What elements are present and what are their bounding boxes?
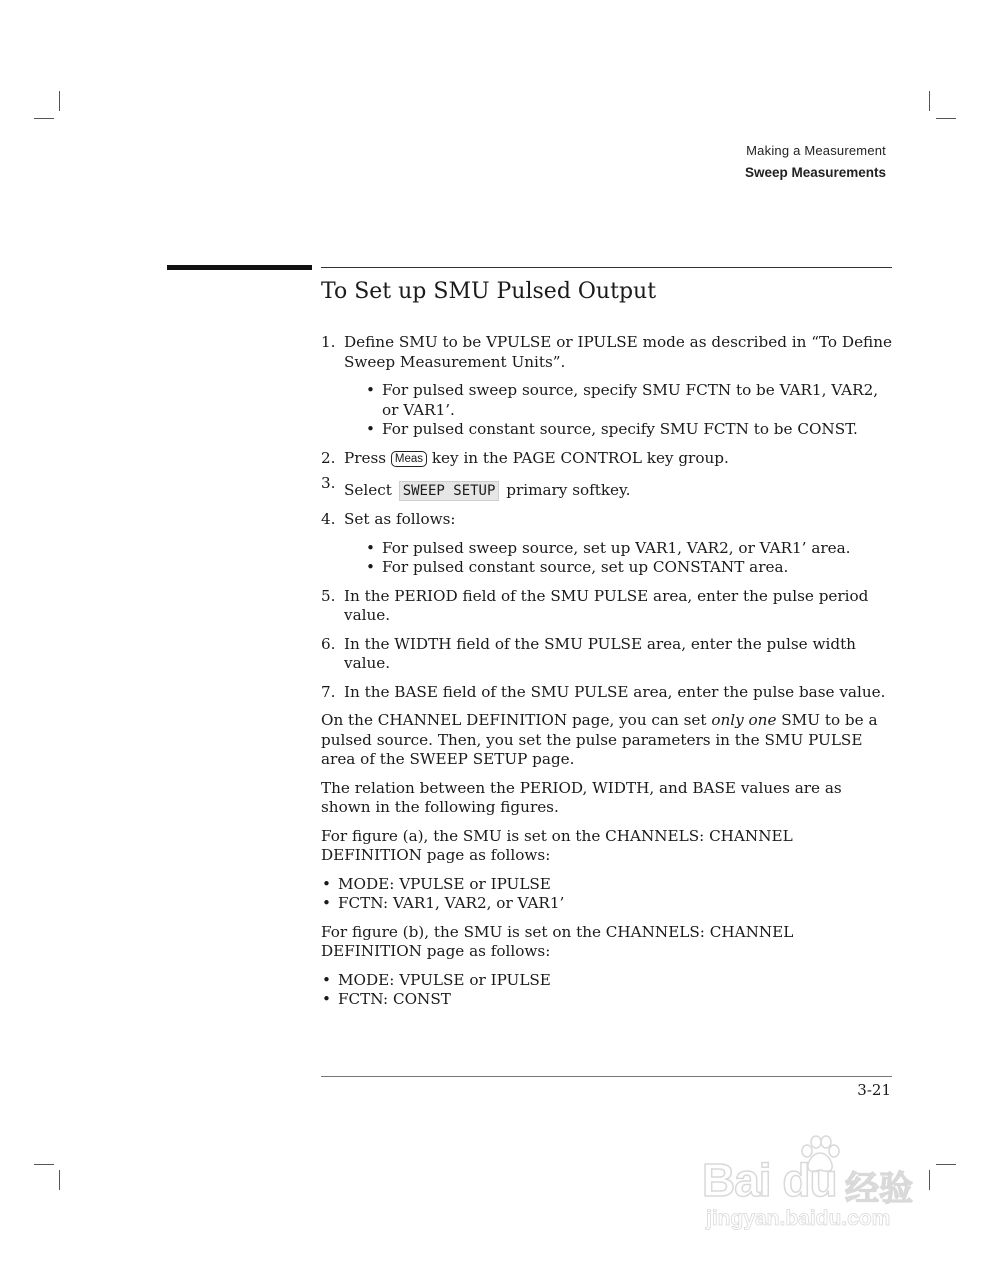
step-number: 3.	[321, 474, 336, 492]
step-number: 5.	[321, 586, 336, 605]
paragraph-text-before: On the CHANNEL DEFINITION page, you can set	[321, 711, 712, 729]
step-2	[321, 449, 896, 469]
crop-mark-top-left-vertical	[59, 91, 60, 111]
step-4-bullets	[344, 539, 896, 578]
step-1-bullets	[344, 381, 896, 440]
step-5	[321, 587, 896, 626]
step-number: 2.	[321, 448, 336, 467]
emphasis-only-one: only one	[711, 711, 777, 729]
step-text: In the PERIOD field of the SMU PULSE area, enter the pulse period value.	[344, 586, 869, 624]
step-text: Set as follows:	[344, 510, 456, 528]
meas-key: Meas	[391, 451, 427, 467]
step-number: 7.	[321, 682, 336, 701]
crop-mark-bottom-left-vertical	[59, 1170, 60, 1190]
step-number: 6.	[321, 634, 336, 653]
step-number: 1.	[321, 333, 336, 351]
figure-a-settings	[321, 875, 896, 914]
baidu-watermark	[702, 1135, 942, 1245]
sweep-setup-softkey: SWEEP SETUP	[399, 481, 500, 501]
crop-mark-top-left-horizontal	[34, 118, 54, 119]
page-number: 3-21	[857, 1081, 891, 1099]
procedure-steps	[321, 333, 896, 702]
crop-mark-top-right-vertical	[929, 91, 930, 111]
crop-mark-top-right-horizontal	[936, 118, 956, 119]
running-header-chapter: Making a Measurement	[746, 143, 886, 158]
bullet-item: • For pulsed sweep source, specify SMU FCTN to be VAR1, VAR2, or VAR1’.	[360, 381, 896, 420]
crop-mark-bottom-left-horizontal	[34, 1164, 54, 1165]
step-3	[321, 474, 896, 501]
title-rule-thick	[167, 265, 312, 270]
watermark-url: jingyan.baidu.com	[706, 1207, 891, 1230]
title-rule-thin	[321, 267, 892, 268]
step-4	[321, 510, 896, 578]
step-1	[321, 333, 896, 440]
step-text: Define SMU to be VPULSE or IPULSE mode as described in “To Define Sweep Measurement Units”.	[344, 333, 892, 371]
bullet-item: • MODE: VPULSE or IPULSE	[321, 875, 896, 895]
step-7	[321, 683, 896, 703]
step-text: In the WIDTH field of the SMU PULSE area, enter the pulse width value.	[344, 634, 856, 672]
step-number: 4.	[321, 510, 336, 528]
paragraph-channel-definition	[321, 711, 896, 770]
step-text-after: key in the PAGE CONTROL key group.	[427, 448, 729, 467]
watermark-chinese-text: 经验	[845, 1169, 913, 1209]
footer-rule	[321, 1076, 892, 1077]
step-text-before: Select	[344, 481, 397, 499]
bullet-item: • FCTN: CONST	[321, 990, 896, 1010]
paragraph-relation: The relation between the PERIOD, WIDTH, and BASE values are as shown in the following figures.	[321, 778, 842, 816]
step-6	[321, 635, 896, 674]
watermark-logo-text: Bai du	[702, 1154, 837, 1206]
figure-a-intro: For figure (a), the SMU is set on the CHANNELS: CHANNEL DEFINITION page as follows:	[321, 826, 793, 864]
bullet-item: • For pulsed constant source, specify SMU FCTN to be CONST.	[360, 420, 896, 440]
step-text-before: Press	[344, 448, 391, 467]
figure-b-settings	[321, 971, 896, 1010]
bullet-item: • MODE: VPULSE or IPULSE	[321, 971, 896, 991]
bullet-item: • FCTN: VAR1, VAR2, or VAR1’	[321, 894, 896, 914]
paragraph-text-after: SMU to be a pulsed source. Then, you set the pulse parameters in the SMU PULSE area of the SWEEP SETUP page.	[321, 711, 878, 768]
step-text: In the BASE field of the SMU PULSE area, enter the pulse base value.	[344, 682, 886, 701]
step-text-after: primary softkey.	[501, 481, 631, 499]
main-content	[321, 333, 896, 1019]
figure-b-intro: For figure (b), the SMU is set on the CHANNELS: CHANNEL DEFINITION page as follows:	[321, 922, 794, 960]
bullet-item: • For pulsed constant source, set up CONSTANT area.	[360, 558, 896, 578]
running-header-section: Sweep Measurements	[744, 165, 886, 180]
page-title: To Set up SMU Pulsed Output	[321, 279, 657, 304]
bullet-item: • For pulsed sweep source, set up VAR1, VAR2, or VAR1’ area.	[360, 539, 896, 559]
